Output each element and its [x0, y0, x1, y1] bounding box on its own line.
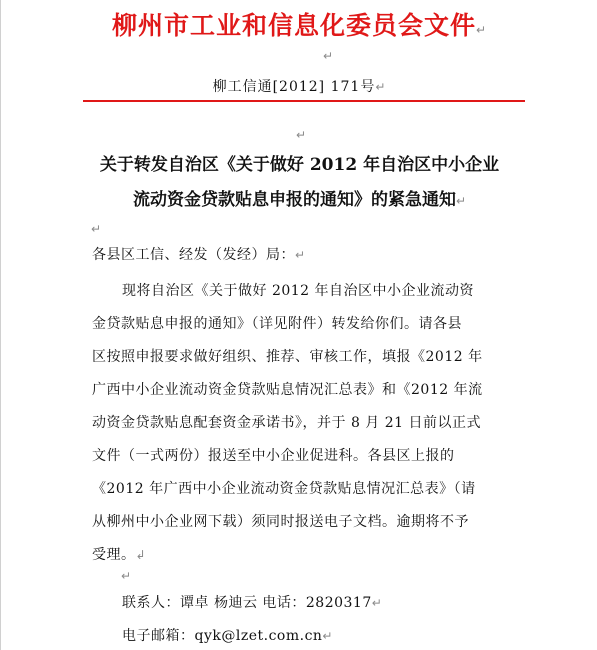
- body-line: 广西中小企业流动资金贷款贴息情况汇总表》和《2012 年流: [92, 382, 483, 398]
- body-line: 从柳州中小企业网下载）须同时报送电子文档。逾期将不予: [92, 514, 469, 530]
- body-line: 《2012 年广西中小企业流动资金贷款贴息情况汇总表》（请: [92, 481, 476, 497]
- header-title: 柳州市工业和信息化委员会文件↵: [111, 11, 488, 40]
- paragraph-mark-icon: ↵: [375, 80, 387, 94]
- paragraph-mark-icon: ↵: [475, 23, 488, 37]
- paragraph-mark-icon: ↵: [455, 194, 467, 208]
- paragraph-mark-icon: ↵: [91, 222, 102, 236]
- empty-paragraph: [91, 221, 101, 235]
- contact-line: 联系人：谭卓 杨迪云 电话：2820317↵: [122, 595, 383, 611]
- header-red-rule: [83, 100, 525, 102]
- notice-title-line-1: 关于转发自治区《关于做好 2012 年自治区中小企业: [99, 155, 500, 175]
- paragraph-mark-icon: ↵: [322, 629, 333, 643]
- body-line: 金贷款贴息申报的通知》（详见附件）转发给你们。请各县: [92, 316, 462, 332]
- paragraph-mark-icon: ↵: [371, 596, 383, 610]
- notice-title-line-2: 流动资金贷款贴息申报的通知》的紧急通知↵: [132, 190, 467, 210]
- empty-paragraph: [296, 127, 306, 141]
- paragraph-mark-icon: ↲: [135, 548, 147, 562]
- body-line: 动资金贷款贴息配套资金承诺书》，并于 8 月 21 日前以正式: [92, 415, 482, 431]
- salutation: 各县区工信、经发（发经）局：↵: [92, 247, 306, 263]
- body-line: 文件（一式两份）报送至中小企业促进科。各县区上报的: [92, 448, 455, 464]
- body-line: 现将自治区《关于做好 2012 年自治区中小企业流动资: [122, 283, 475, 299]
- body-line: 区按照申报要求做好组织、推荐、审核工作，填报《2012 年: [92, 349, 483, 365]
- empty-paragraph: [323, 48, 333, 62]
- paragraph-mark-icon: ↵: [295, 248, 306, 262]
- body-line-last: 受理。↲: [92, 547, 147, 563]
- paragraph-mark-icon: ↵: [323, 49, 334, 63]
- paragraph-mark-icon: ↵: [121, 569, 132, 583]
- email-line: 电子邮箱：qyk@lzet.com.cn↵: [122, 628, 333, 644]
- empty-paragraph: [121, 568, 131, 582]
- paragraph-mark-icon: ↵: [296, 128, 307, 142]
- document-number: 柳工信通[2012] 171号↵: [212, 79, 387, 95]
